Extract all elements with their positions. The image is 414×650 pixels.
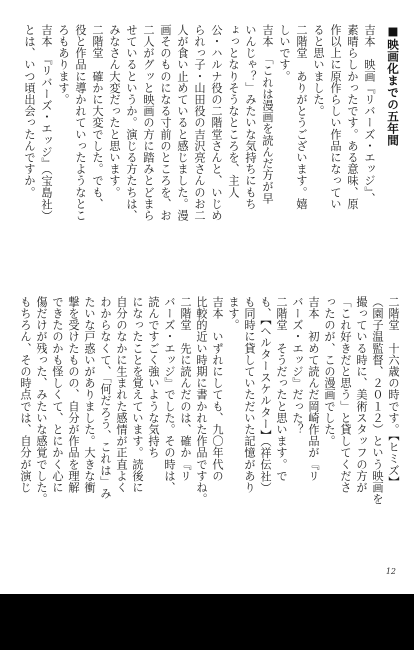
text-column: せているというか。演じる方たちは、 [125, 24, 138, 222]
text-column: しいです。 [278, 24, 291, 82]
text-column: 二階堂 ありがとうございます。嬉 [295, 24, 308, 210]
text-column: になったことを覚えています。読後に [131, 296, 144, 494]
text-column: も、【ヘルタースケルター】（祥伝社） [259, 296, 272, 494]
text-column: 役と作品に導かれていったようなとこ [74, 24, 87, 222]
text-column: られっ子・山田役の吉沢亮さんのお二 [193, 24, 206, 222]
text-column: 吉本 初めて読んだ岡崎作品が『リ [307, 296, 320, 482]
text-column: 公・ハルナ役の二階堂さんと、いじめ [210, 24, 223, 222]
text-column: 傷だけが残った、みたいな感覚でした。 [35, 296, 48, 505]
text-column: 二階堂 十六歳の時です。【ヒミズ】 [387, 296, 400, 488]
text-column: 二階堂 先に読んだのは、確か『リ [179, 296, 192, 482]
text-column: わからなくて、「何だろう、これは」み [99, 296, 112, 500]
text-column: ろもあります。 [57, 24, 70, 106]
text-column: 人が食い止めていると感じました。漫 [176, 24, 189, 222]
text-column: ょっとなりそうなところを、主人 [227, 24, 240, 198]
text-column: 読んですごく強いような気持ち [147, 296, 160, 459]
text-column: みなさん大変だったと思います。 [108, 24, 121, 198]
text-column: 自分のなかに生まれた感情が正直よく [115, 296, 128, 494]
text-column: いんじゃ？」みたいな気持ちにもち [244, 24, 257, 210]
section-heading: ■映画化までの五年間 [386, 24, 400, 147]
text-column: 素晴らしかったです。ある意味、原 [346, 24, 359, 210]
text-column: ると思いました。 [312, 24, 325, 117]
upper-text-band [20, 24, 400, 272]
text-column: 吉本 映画『リバーズ・エッジ』、 [363, 24, 376, 204]
lower-text-band [20, 296, 400, 546]
text-column: 作以上に原作らしい作品になってい [329, 24, 342, 210]
text-column: バーズ・エッジ』でした。その時は、 [163, 296, 176, 494]
text-column: できたのかも怪しくて、とにかく心に [51, 296, 64, 494]
text-column: 撃を受けたものの、自分が作品を理解 [67, 296, 80, 494]
text-column: ったのが、この漫画でした。 [323, 296, 336, 447]
text-column: 画そのものになる寸前のところを、お [159, 24, 172, 222]
page-number: 12 [385, 567, 396, 576]
text-column: 二人がグッと映画の方に踏みとどまら [142, 24, 155, 222]
text-column: 「これ好きだと思う」と貸してくださ [339, 296, 352, 494]
text-column: 吉本 『リバーズ・エッジ』（宝島社） [40, 24, 53, 222]
text-column: 比較的近い時期に書かれた作品ですね。 [195, 296, 208, 505]
text-column: （園子温監督、２０１２）という映画を [371, 296, 384, 505]
text-column: 二階堂 そうだったと思います。で [275, 296, 288, 482]
text-column: 二階堂 確かに大変でした。でも、 [91, 24, 104, 210]
text-column: 吉本 「これは漫画を読んだ方が早 [261, 24, 274, 204]
text-column: も同時に貸していただいた記憶があり [243, 296, 256, 494]
text-column: バーズ・エッジ』だった？ [291, 296, 304, 436]
text-column: とは、いつ頃出会ったんですか。 [23, 24, 36, 198]
text-column: 吉本 いずれにしても、九〇年代の [211, 296, 224, 482]
text-column: たいな戸惑いがありました。大きな衝 [83, 296, 96, 494]
text-column: もちろん、その時点では、自分が演じ [19, 296, 32, 494]
text-column: 撮っている時に、美術スタッフの方が [355, 296, 368, 494]
text-column: ます。 [227, 296, 240, 331]
